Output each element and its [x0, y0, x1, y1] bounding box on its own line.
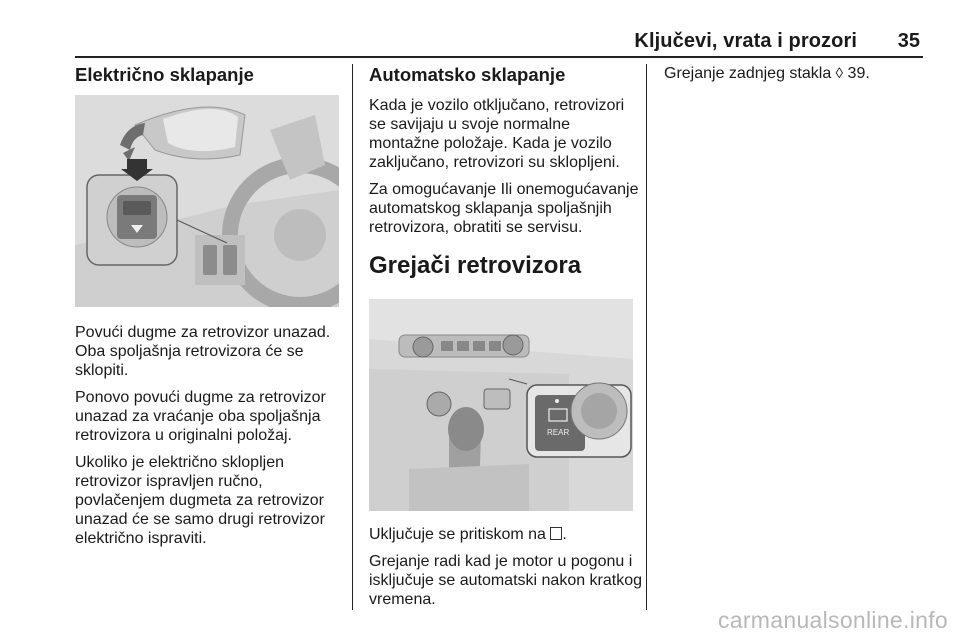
mirror-switch-illustration [75, 95, 339, 307]
arrow-icon: ◊ [835, 65, 844, 82]
section-heading-mirror-heaters: Grejači retrovizora [369, 252, 582, 279]
section-heading-automatic-folding: Automatsko sklapanje [369, 64, 566, 85]
paragraph: Ponovo povući dugme za retrovizor unazad za vraćanje oba spoljašnja retrovizora u originalni položaj. [75, 389, 326, 444]
column-3 [664, 64, 924, 83]
paragraph: Kada je vozilo otključano, retrovizori se savijaju u svoje normalne montažne položaje. Kada je vozilo zaključano, retrovizori su sklopljeni. [369, 97, 625, 171]
header-rule [75, 56, 923, 58]
paragraph: Ukoliko je električno sklopljen retrovizor ispravljen ručno, povlačenjem dugmeta za retrovizor unazad će se samo drugi retrovizor električno ispraviti. [75, 454, 325, 547]
paragraph: Grejanje radi kad je motor u pogonu i isključuje se automatski nakon kratkog vremena. [369, 553, 643, 608]
watermark: carmanualsonline.info [717, 607, 948, 633]
column-1-text [75, 323, 345, 548]
column-2-bottom [369, 525, 643, 609]
rear-defrost-drawing [369, 299, 633, 511]
cross-reference-page[interactable]: 39. [847, 65, 870, 82]
paragraph [369, 525, 643, 544]
paragraph: Za omogućavanje Ili onemogućavanje automatskog sklapanja spoljašnjih retrovizora, obratiti se servisu. [369, 181, 639, 236]
column-divider-1 [352, 64, 353, 610]
paragraph: Povući dugme za retrovizor unazad. Oba spoljašnja retrovizora će se sklopiti. [75, 324, 331, 379]
page-number: 35 [897, 30, 920, 52]
mirror-switch-drawing [75, 95, 339, 307]
column-1 [75, 64, 343, 86]
header-title: Ključevi, vrata i prozori [634, 30, 857, 52]
column-divider-2 [646, 64, 647, 610]
press-instruction: Uključuje se pritiskom na [369, 526, 546, 543]
rear-defrost-illustration [369, 299, 633, 511]
column-2 [369, 64, 639, 281]
press-instruction-end: . [562, 526, 567, 543]
rear-button-label: REAR [547, 428, 570, 437]
cross-reference-text: Grejanje zadnjeg stakla [664, 65, 832, 82]
cross-reference [664, 64, 924, 83]
rear-defrost-icon [550, 527, 562, 540]
section-heading-electric-folding: Električno sklapanje [75, 64, 254, 85]
